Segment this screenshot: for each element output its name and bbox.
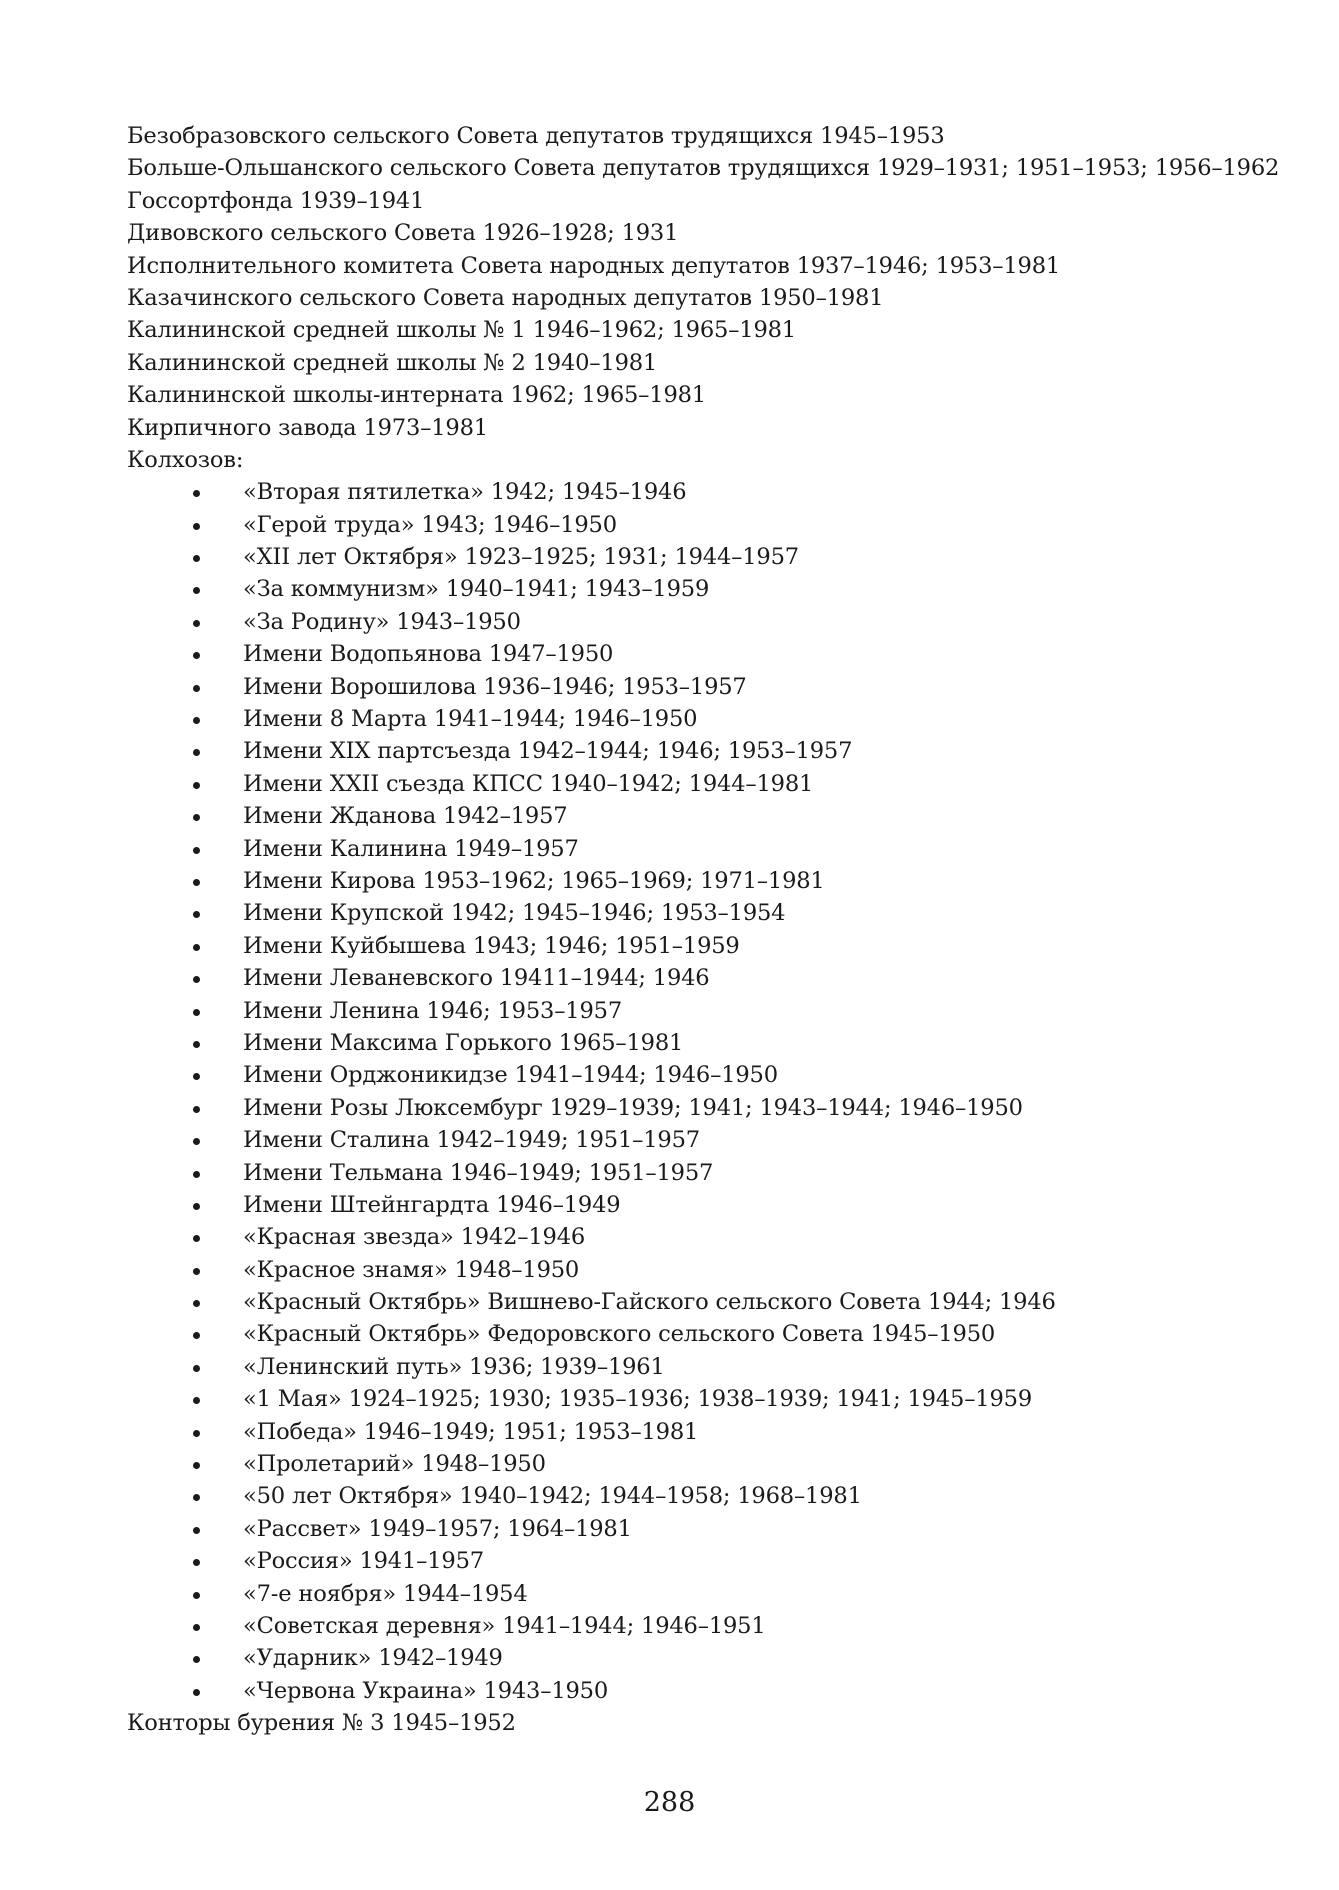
kolkhoz-list-item [127, 1448, 1317, 1480]
page-content [127, 120, 1317, 1740]
kolkhoz-entry: «7-е ноября» 1944–1954 [243, 1580, 528, 1607]
kolkhoz-entry: Имени 8 Марта 1941–1944; 1946–1950 [243, 706, 698, 733]
kolkhoz-list-item [127, 865, 1317, 897]
kolkhoz-entry: «Красная звезда» 1942–1946 [243, 1224, 586, 1251]
kolkhoz-list-item [127, 1383, 1317, 1415]
kolkhoz-list-item [127, 833, 1317, 865]
bullet-icon [193, 1430, 200, 1437]
kolkhoz-entry: Имени Водопьянова 1947–1950 [243, 641, 614, 668]
bullet-icon [193, 911, 200, 918]
fund-entry: Госсортфонда 1939–1941 [127, 187, 425, 214]
fund-entry: Дивовского сельского Совета 1926–1928; 1931 [127, 220, 679, 247]
bullet-icon [193, 685, 200, 692]
bullet-icon [193, 944, 200, 951]
kolkhoz-entry: «Красный Октябрь» Федоровского сельского Совета 1945–1950 [243, 1321, 996, 1348]
bullet-icon [193, 1171, 200, 1178]
kolkhoz-entry: Имени Ленина 1946; 1953–1957 [243, 997, 622, 1024]
bullet-icon [193, 1624, 200, 1631]
bullet-icon [193, 717, 200, 724]
kolkhoz-list-item [127, 995, 1317, 1027]
fund-entry: Безобразовского сельского Совета депутатов трудящихся 1945–1953 [127, 123, 945, 149]
fund-entry: Калининской средней школы № 1 1946–1962; 1965–1981 [127, 317, 796, 344]
kolkhoz-list-item [127, 962, 1317, 994]
kolkhoz-list-item [127, 476, 1317, 508]
bullet-icon [193, 879, 200, 886]
bullet-icon [193, 847, 200, 854]
kolkhoz-entry: «Вторая пятилетка» 1942; 1945–1946 [243, 479, 687, 506]
bullet-icon [193, 1592, 200, 1599]
fund-entry: Калининской средней школы № 2 1940–1981 [127, 349, 658, 376]
fund-entry: Больше-Ольшанского сельского Совета депутатов трудящихся 1929–1931; 1951–1953; 1956–1962 [127, 155, 1280, 182]
kolkhoz-list-item [127, 1642, 1317, 1674]
bullet-icon [193, 1041, 200, 1048]
kolkhoz-list-item [127, 509, 1317, 541]
fund-entry: Исполнительного комитета Совета народных депутатов 1937–1946; 1953–1981 [127, 252, 1061, 279]
kolkhoz-list-item [127, 768, 1317, 800]
bullet-icon [193, 814, 200, 821]
kolkhoz-list-item [127, 638, 1317, 670]
kolkhoz-list-item [127, 1351, 1317, 1383]
bullet-icon [193, 1365, 200, 1372]
kolkhoz-entry: Имени Сталина 1942–1949; 1951–1957 [243, 1127, 700, 1154]
bullet-icon [193, 1527, 200, 1534]
kolkhoz-list-item [127, 1189, 1317, 1221]
kolkhoz-entry: Имени Тельмана 1946–1949; 1951–1957 [243, 1159, 714, 1186]
kolkhoz-entry: «За коммунизм» 1940–1941; 1943–1959 [243, 576, 710, 603]
bullet-icon [193, 1332, 200, 1339]
kolkhoz-entry: Имени XXII съезда КПСС 1940–1942; 1944–1981 [243, 770, 814, 797]
fund-entry: Конторы бурения № 3 1945–1952 [127, 1710, 516, 1737]
bullet-icon [193, 490, 200, 497]
page-number: 288 [643, 1787, 696, 1818]
bullet-icon [193, 1656, 200, 1663]
bullet-icon [193, 1268, 200, 1275]
bullet-icon [193, 1203, 200, 1210]
bullet-icon [193, 1462, 200, 1469]
bullet-icon [193, 1235, 200, 1242]
bullet-icon [193, 782, 200, 789]
bullet-icon [193, 1106, 200, 1113]
bullet-icon [193, 976, 200, 983]
kolkhoz-list-item [127, 1545, 1317, 1577]
kolkhoz-list-item [127, 671, 1317, 703]
kolkhoz-entry: Имени XIX партсъезда 1942–1944; 1946; 1953–1957 [243, 738, 853, 765]
kolkhoz-entry: «50 лет Октября» 1940–1942; 1944–1958; 1968–1981 [243, 1483, 862, 1510]
kolkhoz-list-item [127, 573, 1317, 605]
bullet-icon [193, 1009, 200, 1016]
fund-entry: Кирпичного завода 1973–1981 [127, 414, 488, 441]
kolkhoz-list-item [127, 1059, 1317, 1091]
kolkhoz-list-item [127, 735, 1317, 767]
kolkhoz-list-item [127, 930, 1317, 962]
kolkhoz-entry: «Червона Украина» 1943–1950 [243, 1677, 609, 1704]
kolkhoz-list-item [127, 1513, 1317, 1545]
kolkhoz-list-item [127, 1578, 1317, 1610]
kolkhoz-list-item [127, 703, 1317, 735]
kolkhoz-entry: «Пролетарий» 1948–1950 [243, 1451, 546, 1478]
kolkhoz-list-item [127, 1157, 1317, 1189]
kolkhoz-entry: Имени Жданова 1942–1957 [243, 803, 568, 830]
kolkhoz-entry: Имени Штейнгардта 1946–1949 [243, 1191, 621, 1218]
kolkhoz-list [127, 476, 1317, 1707]
kolkhoz-entry: «Победа» 1946–1949; 1951; 1953–1981 [243, 1418, 699, 1445]
kolkhoz-entry: Имени Крупской 1942; 1945–1946; 1953–1954 [243, 900, 786, 927]
kolkhoz-entry: «1 Мая» 1924–1925; 1930; 1935–1936; 1938–1939; 1941; 1945–1959 [243, 1386, 1032, 1413]
bullet-icon [193, 620, 200, 627]
kolkhoz-entry: Имени Орджоникидзе 1941–1944; 1946–1950 [243, 1062, 778, 1089]
bullet-icon [193, 1559, 200, 1566]
kolkhoz-list-item [127, 800, 1317, 832]
bullet-icon [193, 1300, 200, 1307]
kolkhoz-list-item [127, 1675, 1317, 1707]
kolkhoz-entry: Имени Кирова 1953–1962; 1965–1969; 1971–1981 [243, 867, 825, 894]
bullet-icon [193, 555, 200, 562]
kolkhoz-list-item [127, 1254, 1317, 1286]
kolkhoz-list-item [127, 1027, 1317, 1059]
kolkhoz-entry: «XII лет Октября» 1923–1925; 1931; 1944–1957 [243, 544, 799, 571]
bullet-icon [193, 1689, 200, 1696]
kolkhoz-list-item [127, 606, 1317, 638]
kolkhoz-entry: Имени Розы Люксембург 1929–1939; 1941; 1943–1944; 1946–1950 [243, 1094, 1023, 1121]
kolkhoz-entry: «Красный Октябрь» Вишнево-Гайского сельского Совета 1944; 1946 [243, 1289, 1056, 1316]
fund-list-bottom [127, 1707, 1317, 1739]
kolkhoz-list-item [127, 1318, 1317, 1350]
kolkhoz-entry: «Рассвет» 1949–1957; 1964–1981 [243, 1515, 632, 1542]
kolkhoz-list-item [127, 1221, 1317, 1253]
bullet-icon [193, 1138, 200, 1145]
kolkhoz-entry: Имени Куйбышева 1943; 1946; 1951–1959 [243, 932, 740, 959]
kolkhoz-entry: «Ударник» 1942–1949 [243, 1645, 503, 1672]
kolkhoz-list-item [127, 897, 1317, 929]
kolkhoz-list-item [127, 1092, 1317, 1124]
bullet-icon [193, 652, 200, 659]
bullet-icon [193, 523, 200, 530]
kolkhoz-list-item [127, 1480, 1317, 1512]
bullet-icon [193, 749, 200, 756]
fund-entry: Калининской школы-интерната 1962; 1965–1981 [127, 382, 706, 409]
kolkhoz-list-item [127, 1286, 1317, 1318]
kolkhoz-entry: Имени Калинина 1949–1957 [243, 835, 579, 862]
kolkhoz-entry: «Ленинский путь» 1936; 1939–1961 [243, 1353, 665, 1380]
bullet-icon [193, 1494, 200, 1501]
bullet-icon [193, 1397, 200, 1404]
bullet-icon [193, 587, 200, 594]
kolkhoz-entry: Имени Максима Горького 1965–1981 [243, 1029, 684, 1056]
kolkhoz-entry: Имени Леваневского 19411–1944; 1946 [243, 965, 710, 992]
kolkhoz-list-item [127, 1124, 1317, 1156]
fund-list-top [127, 120, 1317, 476]
bullet-icon [193, 1073, 200, 1080]
kolkhoz-entry: Имени Ворошилова 1936–1946; 1953–1957 [243, 673, 747, 700]
kolkhoz-entry: «За Родину» 1943–1950 [243, 608, 521, 635]
kolkhoz-entry: «Советская деревня» 1941–1944; 1946–1951 [243, 1612, 766, 1639]
kolkhoz-entry: «Герой труда» 1943; 1946–1950 [243, 511, 617, 538]
fund-entry: Казачинского сельского Совета народных депутатов 1950–1981 [127, 284, 884, 311]
kolkhoz-entry: «Красное знамя» 1948–1950 [243, 1256, 580, 1283]
kolkhoz-list-item [127, 541, 1317, 573]
kolkhoz-entry: «Россия» 1941–1957 [243, 1548, 484, 1575]
kolkhoz-list-item [127, 1610, 1317, 1642]
kolkhoz-list-item [127, 1416, 1317, 1448]
fund-entry: Колхозов: [127, 446, 244, 473]
